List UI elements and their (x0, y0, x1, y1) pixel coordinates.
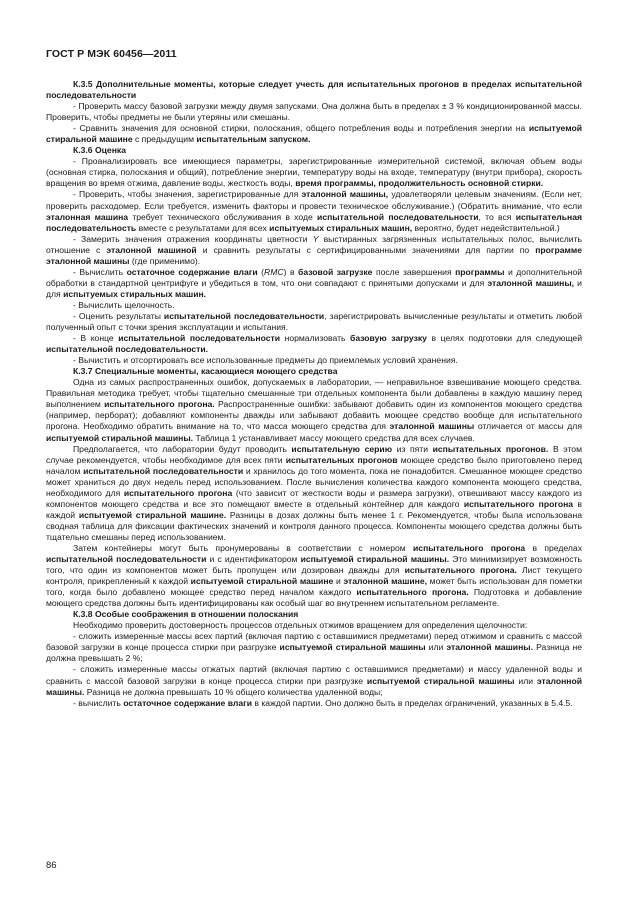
paragraph: - Проверить массу базовой загрузки между двумя запусками. Она должна быть в пределах ± 3 % кондиционированной массы. Проверить, чтобы предметы не были утеряны или смешаны. (46, 101, 582, 123)
paragraph: - Вычистить и отсортировать все использованные предметы до приемлемых условий хранения. (73, 355, 458, 366)
paragraph: - сложить измеренные массы всех партий (включая партию с оставшимися предметами) перед отжимом и сравнить с массой базовой загрузки в конце процесса стирки при разгрузке испытуемой стиральной машины или эталонной машины. Разница не должна превышать 2 %; (46, 631, 583, 664)
paragraph: - Проанализировать все имеющиеся параметры, зарегистрированные измерительной системой, включая объем воды (основная стирка, полоскания и общий), потребление энергии, температуру воды на входе, температуру (внутри прибора), скорость вращения во время отжима, давление воды, жесткость воды, время программы, продолжительность основной стирки. (46, 156, 582, 189)
paragraph: Необходимо проверить достоверность процессов отдельных отжимов вращением для определения щелочности: (73, 620, 528, 631)
standard-header: ГОСТ Р МЭК 60456—2011 (46, 48, 177, 60)
paragraph: - Замерить значения отражения координаты цветности Y выстиранных загрязненных испытательных полос, вычислить отношение с эталонной машиной и сравнить результаты с сертифицированными значениями для партии по программе эталонной машины (где применимо). (46, 233, 582, 266)
section-heading: К.3.6 Оценка (73, 145, 126, 156)
paragraph: - Вычислить щелочность. (73, 299, 175, 310)
section-heading: К.3.8 Особые соображения в отношении полоскания (73, 609, 299, 620)
section-heading: К.3.7 Специальные моменты, касающиеся моющего средства (73, 366, 338, 377)
paragraph: Затем контейнеры могут быть пронумерованы в соответствии с номером испытательного прогона в пределах испытательной последовательности и с идентификатором испытуемой стиральной машины. Это минимизирует возможность того, что один из компонентов может быть пропущен или дозирован дважды для испытательного прогона. Лист текущего контроля, прикрепленный к каждой испытуемой стиральной машине и эталонной машине, может быть использован для пометки того, когда было добавлено моющее средство перед началом каждого испытательного прогона. Подготовка и добавление моющего средства должны быть идентифицированы как особый шаг во внутреннем испытательном регламенте. (46, 542, 583, 609)
paragraph: - сложить измеренные массы отжатых партий (включая партию с оставшимися предметами) и массу удаленной воды и сравнить с массой базовой загрузки в конце процесса стирки при разгрузке испытуемой стиральной машины или эталонной машины. Разница не должна превышать 10 % общего количества удаленной воды; (46, 664, 582, 697)
paragraph: - вычислить остаточное содержание влаги в каждой партии. Оно должно быть в пределах ограничений, указанных в 5.4.5. (73, 697, 573, 708)
document-body (46, 79, 582, 709)
section-heading: К.3.5 Дополнительные моменты, которые следует учесть для испытательных прогонов в пределах испытательной последовательности (46, 79, 582, 101)
paragraph: - Оценить результаты испытательной последовательности, зарегистрировать вычисленные результаты и отметить любой полученный опыт с точки зрения эксплуатации и испытания. (46, 310, 582, 333)
page-number: 86 (46, 860, 57, 871)
paragraph: - Вычислить остаточное содержание влаги (RMC) в базовой загрузке после завершения программы и дополнительной обработки в стандартной центрифуге и убедиться в том, что они совпадают с принятыми допусками и для эталонной машины, и для испытуемых стиральных машин. (46, 266, 583, 299)
paragraph: - В конце испытательной последовательности нормализовать базовую загрузку в целях подготовки для следующей испытательной последовательности. (46, 333, 582, 355)
paragraph: - Сравнить значения для основной стирки, полоскания, общего потребления воды и потребления энергии на испытуемой стиральной машине с предыдущим испытательным запуском. (46, 123, 582, 145)
paragraph: - Проверить, чтобы значения, зарегистрированные для эталонной машины, удовлетворяли целевым значениям. (Если нет, проверить расходомер. Если требуется, изменить факторы и провести техническое обслуживание.) (Обратить внимание, что если эталонная машина требует технического обслуживания в ходе испытательной последовательности, то вся испытательная последовательность вместе с результатами для всех испытуемых стиральных машин, вероятно, будет недействительной.) (46, 189, 583, 233)
paragraph: Предполагается, что лаборатории будут проводить испытательную серию из пяти испытательных прогонов. В этом случае рекомендуется, чтобы необходимое для всех пяти испытательных прогонов моющее средство было приготовлено перед началом испытательной последовательности и хранилось до того момента, пока не понадобится. Смешанное моющее средство может храниться до двух недель перед использованием. После вычисления количества каждого компонента моющего средства, необходимого для испытательного прогона (что зависит от жесткости воды и размера загрузки), отвешивают массу каждого из компонентов моющего средства и все это помещают вместе в отдельный контейнер для каждого испытательного прогона в каждой испытуемой стиральной машине. Разницы в дозах должны быть менее 1 г. Рекомендуется, чтобы была использована сводная таблица для фиксации фактических значений и контроля данного процесса. Компоненты моющего средства должны быть тщательно смешаны перед использованием. (46, 443, 583, 542)
paragraph: Одна из самых распространенных ошибок, допускаемых в лаборатории, — неправильное взвешивание моющего средства. Правильная методика требует, чтобы тщательно смешанные три отдельных компонента были добавлены в каждую машину перед выполнением испытательного прогона. Распространенные ошибки: забывают добавить один из компонентов моющего средства (например, перборат); добавляют компоненты дважды или забывают добавить моющее средство вообще для испытательного прогона. Необходимо обратить внимание на то, что масса моющего средства для эталонной машины отличается от массы для испытуемой стиральной машины. Таблица 1 устанавливает массу моющего средства для всех случаев. (46, 377, 582, 443)
